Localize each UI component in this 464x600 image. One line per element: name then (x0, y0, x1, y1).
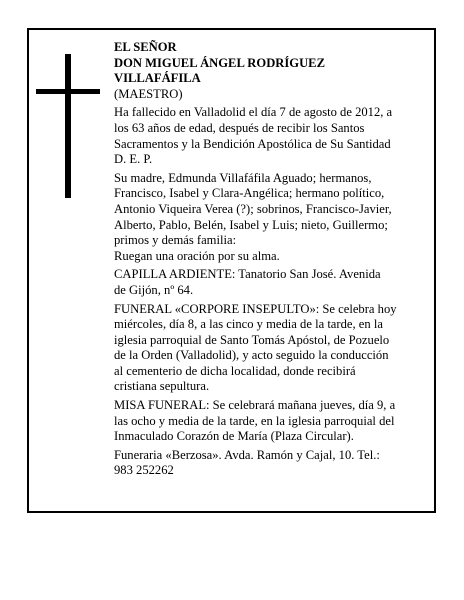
paragraph-line: D. E. P. (114, 152, 153, 167)
paragraph-line: Antonio Viqueira Verea (?); sobrinos, Francisco-Javier, (114, 201, 392, 216)
paragraph-line: Sacramentos y la Bendición Apostólica de Su Santidad (114, 136, 391, 151)
paragraph-line: Alberto, Pablo, Belén, Isabel y Luis; nieto, Guillermo; (114, 217, 388, 232)
paragraph-line: Ruegan una oración por su alma. (114, 248, 280, 263)
paragraph-line: iglesia parroquial de Santo Tomás Apóstol, de Pozuelo (114, 332, 390, 347)
paragraph-line: primos y demás familia: (114, 233, 237, 248)
paragraph-line: Francisco, Isabel y Clara-Angélica; hermano político, (114, 186, 385, 201)
chapel-paragraph (114, 267, 424, 298)
paragraph-line: los 63 años de edad, después de recibir los Santos (114, 120, 365, 135)
title-line: EL SEÑOR (114, 40, 177, 54)
paragraph-line: Inmaculado Corazón de María (Plaza Circular). (114, 429, 354, 444)
death-announcement-paragraph (114, 105, 424, 167)
paragraph-line: Ha fallecido en Valladolid el día 7 de agosto de 2012, a (114, 105, 393, 120)
paragraph-line: cristiana sepultura. (114, 379, 210, 394)
paragraph-line: de la Orden (Valladolid), y acto seguido la conducción (114, 348, 389, 363)
paragraph-line: 983 252262 (114, 463, 174, 478)
deceased-surname: VILLAFÁFILA (114, 71, 201, 86)
mass-paragraph (114, 398, 424, 445)
family-paragraph (114, 171, 424, 265)
cross-icon (36, 54, 100, 198)
funeral-home-paragraph (114, 448, 424, 479)
paragraph-line: las ocho y media de la tarde, en la iglesia parroquial del (114, 413, 395, 428)
paragraph-line: al cementerio de dicha localidad, donde recibirá (114, 363, 356, 378)
paragraph-line: FUNERAL «CORPORE INSEPULTO»: Se celebra hoy (114, 301, 397, 316)
paragraph-line: de Gijón, nº 64. (114, 282, 194, 297)
cross-vertical-bar (65, 54, 71, 198)
paragraph-line: MISA FUNERAL: Se celebrará mañana jueves, día 9, a (114, 398, 396, 413)
paragraph-line: miércoles, día 8, a las cinco y media de la tarde, en la (114, 317, 383, 332)
funeral-paragraph (114, 302, 424, 396)
obituary-text (114, 40, 424, 479)
cross-horizontal-bar (36, 89, 100, 94)
paragraph-line: Funeraria «Berzosa». Avda. Ramón y Cajal, 10. Tel.: (114, 447, 380, 462)
paragraph-line: Su madre, Edmunda Villafáfila Aguado; hermanos, (114, 170, 372, 185)
deceased-name: DON MIGUEL ÁNGEL RODRÍGUEZ (114, 55, 325, 70)
paragraph-line: CAPILLA ARDIENTE: Tanatorio San José. Avenida (114, 267, 381, 282)
deceased-profession: (MAESTRO) (114, 86, 183, 101)
